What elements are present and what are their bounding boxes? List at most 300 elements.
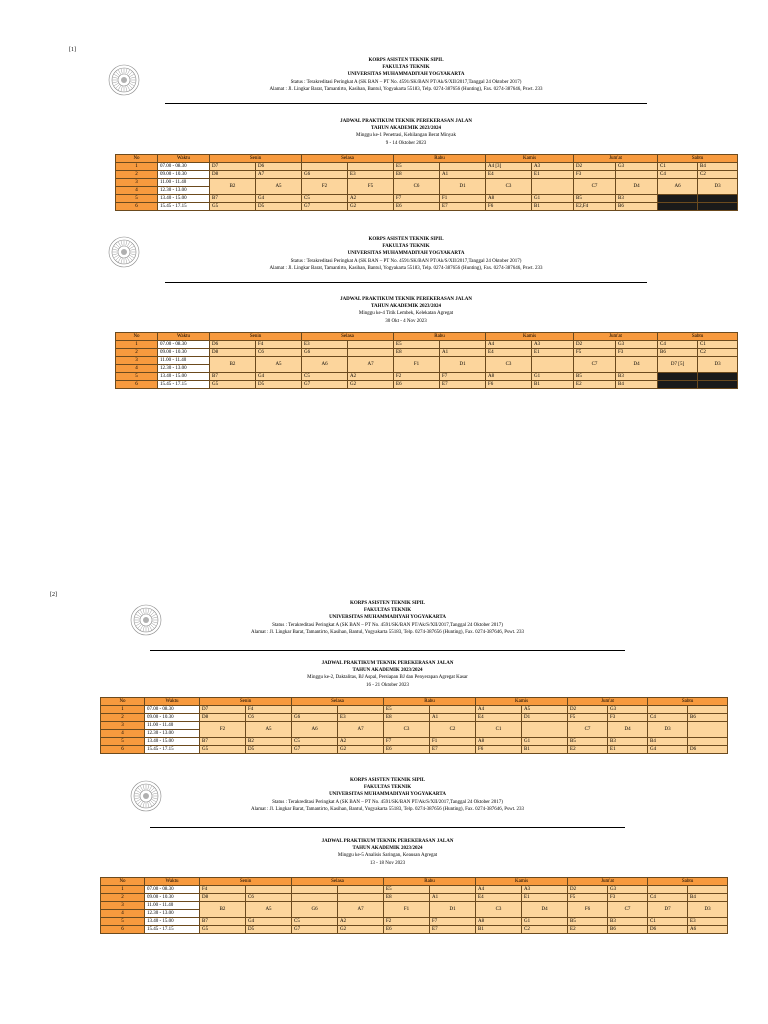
time-slot: 13.40 - 15.00 (158, 195, 210, 203)
schedule-titles (100, 660, 675, 689)
group-cell: E2 (568, 746, 608, 754)
row-number: 2 (101, 714, 145, 722)
group-cell: E1 (532, 349, 574, 357)
group-cell: C2 (698, 171, 738, 179)
group-cell: D4 (616, 357, 658, 373)
group-cell (338, 894, 384, 902)
academic-year: TAHUN AKADEMIK 2023/2024 (371, 304, 441, 310)
letterhead-org: KORPS ASISTEN TEKNIK SIPIL (349, 778, 426, 783)
group-cell: C4 (658, 171, 698, 179)
group-cell: D5 (246, 926, 292, 934)
group-cell: B2 (246, 738, 292, 746)
col-day: Senin (200, 878, 292, 886)
week-dates: 16 - 21 Oktober 2023 (365, 682, 410, 688)
col-day: Rabu (394, 155, 486, 163)
group-cell: C6 (256, 349, 302, 357)
table-row (116, 373, 738, 381)
time-slot: 11.00 - 11.40 (145, 902, 200, 910)
row-number: 5 (101, 738, 145, 746)
group-cell: C7 (574, 179, 616, 195)
group-cell: A2 (348, 373, 394, 381)
group-cell: C6 (246, 714, 292, 722)
group-cell: G2 (348, 203, 394, 211)
group-cell: E4 (476, 894, 522, 902)
group-cell: G5 (210, 203, 256, 211)
group-cell: A6 (688, 926, 728, 934)
group-cell: G3 (608, 886, 648, 894)
page-marker-2: [2] (50, 592, 57, 598)
group-cell: B7 (210, 195, 256, 203)
group-cell: D1 (440, 179, 486, 195)
group-cell: D4 (616, 179, 658, 195)
group-cell: A8 (486, 373, 532, 381)
group-cell: D6 (256, 163, 302, 171)
group-cell: D6 (648, 926, 688, 934)
group-cell: A3 (532, 163, 574, 171)
group-cell: D8 (200, 714, 246, 722)
group-cell: E5 (394, 341, 440, 349)
group-cell: G7 (302, 203, 348, 211)
group-cell: F5 (574, 349, 616, 357)
group-cell (522, 722, 568, 738)
week-dates: 30 Okt - 4 Nov 2023 (385, 318, 427, 324)
time-slot: 09.00 - 10.30 (145, 714, 200, 722)
group-cell (338, 886, 384, 894)
col-day: Kamis (476, 698, 568, 706)
letterhead-address: Alamat : Jl. Lingkar Barat, Tamantirto, Kasihan, Bantul, Yogyakarta 55183, Telp. 0274-387656 (Hunting), Fax. 0274-387646, Pswt. 233 (251, 629, 524, 635)
group-cell (658, 381, 698, 389)
time-slot: 13.40 - 15.00 (145, 918, 200, 926)
time-slot: 15.45 - 17.15 (145, 746, 200, 754)
letterhead (115, 236, 697, 272)
letterhead-org: KORPS ASISTEN TEKNIK SIPIL (368, 237, 444, 242)
table-row (101, 926, 728, 934)
group-cell: B7 (210, 373, 256, 381)
schedule-table (100, 877, 728, 934)
group-cell (658, 373, 698, 381)
group-cell: C3 (486, 179, 532, 195)
table-row (116, 203, 738, 211)
group-cell: E6 (394, 381, 440, 389)
group-cell: E2,F4 (574, 203, 616, 211)
group-cell: F4 (200, 886, 246, 894)
group-cell: G2 (348, 381, 394, 389)
group-cell: G7 (292, 746, 338, 754)
letterhead-university: UNIVERSITAS MUHAMMADIYAH YOGYAKARTA (329, 792, 446, 798)
group-cell: E8 (384, 894, 430, 902)
letterhead (100, 600, 675, 636)
group-cell: D8 (200, 894, 246, 902)
group-cell (440, 163, 486, 171)
table-row (116, 381, 738, 389)
page-marker-1: [1] (69, 47, 76, 53)
row-number: 6 (101, 746, 145, 754)
time-slot: 11.00 - 11.40 (158, 179, 210, 187)
group-cell: B7 (200, 738, 246, 746)
group-cell: A4 [3] (486, 163, 532, 171)
group-cell: G1 (532, 195, 574, 203)
group-cell: G4 (256, 195, 302, 203)
letterhead-rule (165, 103, 647, 104)
group-cell: D5 (246, 746, 292, 754)
group-cell: B6 (658, 349, 698, 357)
group-cell: F7 (394, 195, 440, 203)
col-day: Kamis (486, 155, 574, 163)
letterhead-faculty: FAKULTAS TEKNIK (363, 608, 412, 614)
group-cell: E7 (430, 926, 476, 934)
row-number: 5 (116, 373, 158, 381)
table-row (101, 714, 728, 722)
group-cell: G1 (532, 373, 574, 381)
group-cell: G3 (616, 163, 658, 171)
col-no: No (116, 155, 158, 163)
row-number: 6 (101, 926, 145, 934)
group-cell: D4 (608, 722, 648, 738)
academic-year: TAHUN AKADEMIK 2023/2024 (352, 668, 423, 674)
group-cell: D8 (210, 349, 256, 357)
group-cell: B5 (574, 373, 616, 381)
table-row (116, 349, 738, 357)
group-cell: D2 (568, 886, 608, 894)
group-cell: E8 (394, 171, 440, 179)
group-cell: E5 (384, 706, 430, 714)
group-cell (616, 171, 658, 179)
group-cell (440, 341, 486, 349)
group-cell: G5 (200, 926, 246, 934)
table-row (101, 738, 728, 746)
group-cell: C5 (292, 738, 338, 746)
table-header-row (116, 333, 738, 341)
group-cell: D3 (698, 179, 738, 195)
group-cell: A4 (476, 886, 522, 894)
group-cell: A8 (476, 738, 522, 746)
group-cell: C6 (394, 179, 440, 195)
group-cell (348, 341, 394, 349)
col-day: Sabtu (658, 155, 738, 163)
letterhead-faculty: FAKULTAS TEKNIK (382, 65, 430, 71)
group-cell: C7 (574, 357, 616, 373)
time-slot: 12.30 - 13.00 (158, 187, 210, 195)
group-cell: E1 (608, 746, 648, 754)
group-cell: C1 (658, 163, 698, 171)
group-cell: C2 (522, 926, 568, 934)
group-cell: B4 (688, 894, 728, 902)
schedule-title: JADWAL PRAKTIKUM TEKNIK PEREKERASAN JALAN (321, 839, 454, 844)
group-cell: A4 (486, 341, 532, 349)
letterhead-faculty: FAKULTAS TEKNIK (363, 785, 412, 791)
col-day: Sabtu (658, 333, 738, 341)
time-slot: 09.00 - 10.30 (145, 894, 200, 902)
time-slot: 07.00 - 08.30 (145, 706, 200, 714)
row-number: 1 (116, 341, 158, 349)
group-cell: F3 (608, 714, 648, 722)
group-cell: C5 (302, 373, 348, 381)
group-cell: G3 (608, 706, 648, 714)
group-cell: G4 (246, 918, 292, 926)
group-cell: E3 (348, 171, 394, 179)
group-cell: E4 (486, 349, 532, 357)
group-cell (688, 722, 728, 738)
row-number: 3 (101, 722, 145, 730)
group-cell: E1 (532, 171, 574, 179)
group-cell: F1 (430, 738, 476, 746)
academic-year: TAHUN AKADEMIK 2023/2024 (371, 126, 441, 132)
schedule-title: JADWAL PRAKTIKUM TEKNIK PEREKERASAN JALAN (340, 119, 472, 124)
week-topic: Minggu ke-2, Daktalitas, BJ Aspal, Persiapan BJ dan Penyerapan Agregat Kasar (307, 675, 468, 681)
group-cell: D6 (688, 746, 728, 754)
week-dates: 9 - 14 Oktober 2023 (385, 140, 427, 146)
col-waktu: Waktu (158, 155, 210, 163)
group-cell (430, 706, 476, 714)
group-cell: B4 (648, 738, 688, 746)
group-cell: E8 (394, 349, 440, 357)
time-slot: 11.00 - 11.40 (158, 357, 210, 365)
group-cell: G1 (522, 918, 568, 926)
group-cell: G5 (210, 381, 256, 389)
group-cell: A7 (348, 357, 394, 373)
group-cell: E3 (688, 918, 728, 926)
group-cell: F2 (302, 179, 348, 195)
row-number: 4 (101, 910, 145, 918)
week-topic: Minggu ke-1 Penetrasi, Kehilangan Berat Minyak (356, 133, 456, 139)
group-cell: A2 (348, 195, 394, 203)
group-cell: B7 (200, 918, 246, 926)
group-cell (698, 381, 738, 389)
col-day: Rabu (394, 333, 486, 341)
group-cell (648, 706, 688, 714)
row-number: 5 (116, 195, 158, 203)
table-header-row (116, 155, 738, 163)
group-cell: B6 (608, 926, 648, 934)
group-cell: E5 (384, 886, 430, 894)
group-cell: F3 (616, 349, 658, 357)
group-cell: F7 (440, 373, 486, 381)
group-cell: D5 (256, 203, 302, 211)
letterhead-status: Status : Terakreditasi Peringkat A (SK BAN – PT No. 4591/SK/BAN PT/Ak/S/XII/2017,Tanggal 24 Oktober 2017) (272, 799, 503, 805)
group-cell: A1 (430, 894, 476, 902)
schedule-table (115, 154, 738, 211)
col-day: Senin (200, 698, 292, 706)
group-cell: A2 (338, 918, 384, 926)
group-cell: F7 (430, 918, 476, 926)
time-slot: 12.30 - 13.00 (158, 365, 210, 373)
group-cell: A5 (522, 706, 568, 714)
col-day: Rabu (384, 698, 476, 706)
group-cell: C6 (246, 894, 292, 902)
group-cell: C1 (648, 918, 688, 926)
group-cell: F6 (486, 203, 532, 211)
group-cell: G2 (338, 926, 384, 934)
week-dates: 13 - 18 Nov 2023 (369, 860, 406, 866)
col-day: Jum'at (568, 878, 648, 886)
col-day: Sabtu (648, 698, 728, 706)
time-slot: 07.00 - 08.30 (145, 886, 200, 894)
group-cell (658, 203, 698, 211)
col-no: No (101, 878, 145, 886)
group-cell: D2 (574, 163, 616, 171)
time-slot: 13.40 - 15.00 (145, 738, 200, 746)
row-number: 1 (101, 886, 145, 894)
group-cell: B1 (532, 203, 574, 211)
time-slot: 11.00 - 11.40 (145, 722, 200, 730)
group-cell: D3 (688, 902, 728, 918)
letterhead-faculty: FAKULTAS TEKNIK (382, 244, 430, 250)
group-cell: D7 (210, 163, 256, 171)
group-cell: F4 (246, 706, 292, 714)
group-cell: F3 (574, 171, 616, 179)
group-cell (688, 738, 728, 746)
group-cell: F5 (568, 894, 608, 902)
col-day: Jum'at (568, 698, 648, 706)
time-slot: 09.00 - 10.30 (158, 171, 210, 179)
row-number: 3 (116, 357, 158, 365)
group-cell (430, 886, 476, 894)
group-cell (532, 179, 574, 195)
col-day: Selasa (292, 698, 384, 706)
group-cell: A2 (338, 738, 384, 746)
group-cell (688, 886, 728, 894)
col-day: Senin (210, 155, 302, 163)
group-cell: G6 (292, 714, 338, 722)
group-cell: B5 (568, 738, 608, 746)
group-cell: B6 (688, 714, 728, 722)
time-slot: 07.00 - 08.30 (158, 341, 210, 349)
table-row (101, 902, 728, 910)
group-cell: E3 (338, 714, 384, 722)
group-cell: G6 (302, 171, 348, 179)
group-cell: F2 (200, 722, 246, 738)
group-cell: E1 (522, 894, 568, 902)
table-header-row (101, 698, 728, 706)
time-slot: 09.00 - 10.30 (158, 349, 210, 357)
group-cell: A5 (256, 357, 302, 373)
letterhead-status: Status : Terakreditasi Peringkat A (SK BAN – PT No. 4591/SK/BAN PT/Ak/S/XII/2017,Tanggal 24 Oktober 2017) (272, 622, 503, 628)
time-slot: 12.30 - 13.00 (145, 730, 200, 738)
group-cell: F7 (384, 738, 430, 746)
group-cell: A1 (440, 349, 486, 357)
row-number: 3 (101, 902, 145, 910)
group-cell: B2 (200, 902, 246, 918)
table-row (116, 357, 738, 365)
group-cell: A5 (246, 722, 292, 738)
group-cell: A7 (338, 902, 384, 918)
letterhead-address: Alamat : Jl. Lingkar Barat, Tamantirto, Kasihan, Bantul, Yogyakarta 55183, Telp. 0274-387656 (Hunting), Fax. 0274-387646, Pswt. 233 (269, 86, 543, 92)
row-number: 5 (101, 918, 145, 926)
group-cell: D4 (522, 902, 568, 918)
group-cell: F1 (394, 357, 440, 373)
letterhead (100, 777, 675, 813)
group-cell: A6 (658, 179, 698, 195)
group-cell: F2 (384, 918, 430, 926)
group-cell: C2 (698, 349, 738, 357)
group-cell: A8 (476, 918, 522, 926)
group-cell: C3 (384, 722, 430, 738)
table-row (101, 722, 728, 730)
group-cell: B1 (476, 926, 522, 934)
group-cell: E6 (394, 203, 440, 211)
group-cell: B4 (698, 163, 738, 171)
week-topic: Minggu ke-4 Titik Lembek, Kelekatan Agregat (358, 311, 454, 317)
group-cell: E8 (384, 714, 430, 722)
group-cell: D5 (256, 381, 302, 389)
schedule-titles (115, 296, 697, 325)
group-cell (292, 706, 338, 714)
group-cell: B5 (574, 195, 616, 203)
group-cell: D6 (210, 341, 256, 349)
col-waktu: Waktu (145, 698, 200, 706)
time-slot: 15.45 - 17.15 (158, 381, 210, 389)
group-cell (658, 195, 698, 203)
letterhead-org: KORPS ASISTEN TEKNIK SIPIL (368, 58, 444, 63)
group-cell: G6 (292, 902, 338, 918)
col-waktu: Waktu (158, 333, 210, 341)
col-no: No (116, 333, 158, 341)
row-number: 6 (116, 381, 158, 389)
group-cell: G3 (616, 341, 658, 349)
group-cell: D2 (568, 706, 608, 714)
col-waktu: Waktu (145, 878, 200, 886)
letterhead-status: Status : Terakreditasi Peringkat A (SK BAN – PT No. 4591/SK/BAN PT/Ak/S/XII/2017,Tanggal 24 Oktober 2017) (290, 258, 522, 264)
group-cell: A4 (476, 706, 522, 714)
group-cell: B2 (210, 179, 256, 195)
table-row (116, 171, 738, 179)
col-day: Selasa (292, 878, 384, 886)
academic-year: TAHUN AKADEMIK 2023/2024 (352, 846, 423, 852)
letterhead-university: UNIVERSITAS MUHAMMADIYAH YOGYAKARTA (347, 72, 465, 78)
letterhead-address: Alamat : Jl. Lingkar Barat, Tamantirto, Kasihan, Bantul, Yogyakarta 55183, Telp. 0274-387656 (Hunting), Fax. 0274-387646, Pswt. 233 (251, 806, 524, 812)
group-cell: E7 (440, 381, 486, 389)
table-row (101, 894, 728, 902)
group-cell: C1 (698, 341, 738, 349)
group-cell: D1 (522, 714, 568, 722)
col-day: Rabu (384, 878, 476, 886)
group-cell: B3 (616, 373, 658, 381)
group-cell (532, 357, 574, 373)
group-cell: F4 (256, 341, 302, 349)
letterhead-org: KORPS ASISTEN TEKNIK SIPIL (349, 601, 426, 606)
group-cell: F5 (568, 714, 608, 722)
letterhead (115, 57, 697, 93)
group-cell: B3 (608, 738, 648, 746)
group-cell: G6 (302, 349, 348, 357)
time-slot: 12.30 - 13.00 (145, 910, 200, 918)
time-slot: 15.45 - 17.15 (158, 203, 210, 211)
col-day: Jum'at (574, 155, 658, 163)
group-cell: C5 (302, 195, 348, 203)
group-cell (688, 706, 728, 714)
group-cell (292, 894, 338, 902)
group-cell: E4 (486, 171, 532, 179)
letterhead-rule (150, 650, 625, 651)
table-row (116, 195, 738, 203)
letterhead-university: UNIVERSITAS MUHAMMADIYAH YOGYAKARTA (347, 251, 465, 257)
group-cell: A6 (302, 357, 348, 373)
group-cell: C7 (608, 902, 648, 918)
row-number: 4 (116, 187, 158, 195)
group-cell: E2 (568, 926, 608, 934)
group-cell: E6 (384, 926, 430, 934)
group-cell: G7 (302, 381, 348, 389)
row-number: 1 (116, 163, 158, 171)
col-no: No (101, 698, 145, 706)
group-cell (698, 373, 738, 381)
group-cell: C3 (476, 902, 522, 918)
group-cell: A7 (256, 171, 302, 179)
col-day: Selasa (302, 155, 394, 163)
table-row (116, 179, 738, 187)
group-cell (348, 163, 394, 171)
group-cell: D2 (574, 341, 616, 349)
